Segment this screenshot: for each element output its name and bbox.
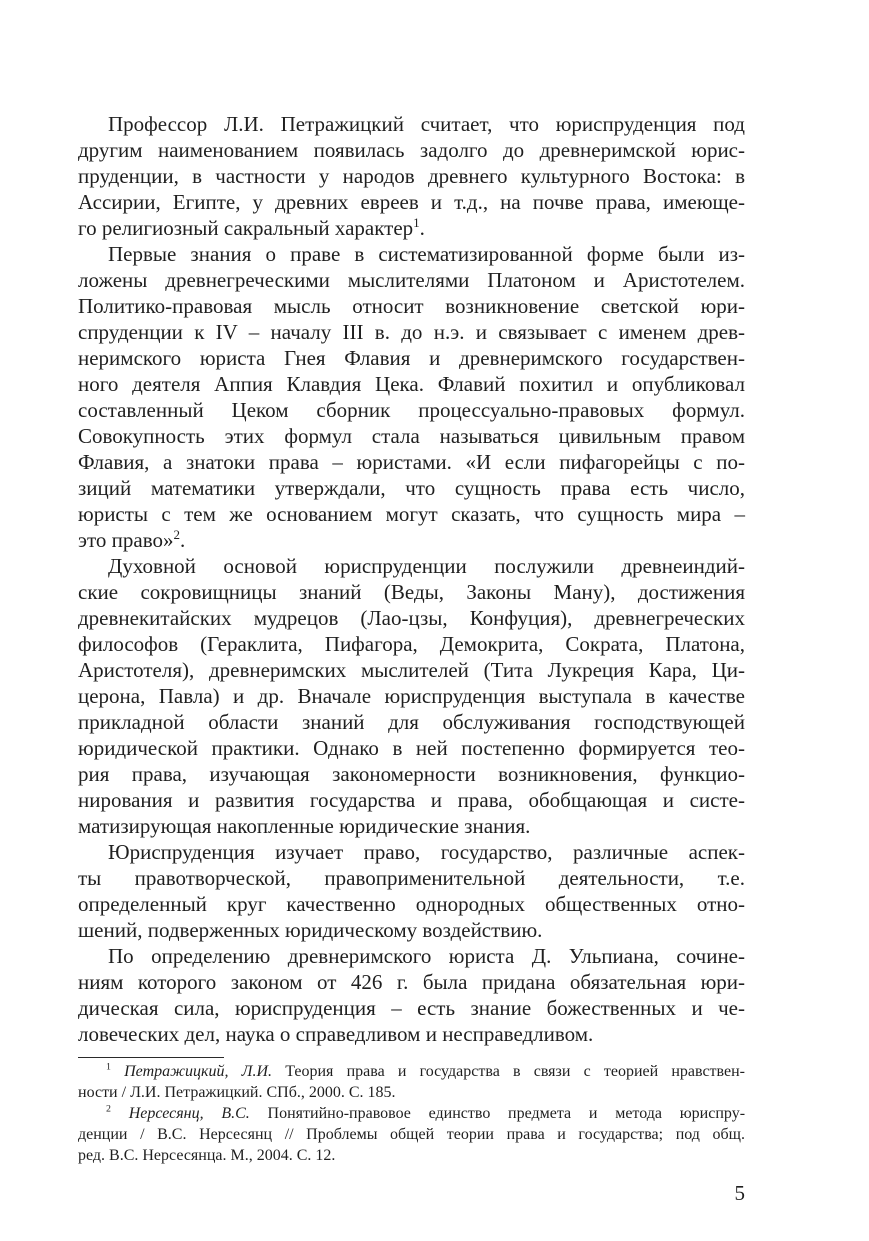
footnote-ref-1[interactable]: 1 [413, 215, 420, 230]
paragraph-2-line: ного деятеля Аппия Клавдия Цека. Флавий похитил и опубликовал [78, 372, 745, 396]
paragraph-3-line: матизирующая накопленные юридические знания. [78, 814, 531, 838]
page-number: 5 [734, 1181, 745, 1205]
paragraph-4-line: шений, подверженных юридическому воздействию. [78, 918, 543, 942]
paragraph-3-line: древнекитайских мудрецов (Лао-цзы, Конфуция), древнегреческих [78, 606, 745, 630]
footnote-separator [78, 1057, 224, 1058]
paragraph-3-line: Аристотеля), древнеримских мыслителей (Тита Лукреция Кара, Ци- [78, 658, 745, 682]
footnote-1-author: Петражицкий, Л.И. [124, 1063, 273, 1080]
paragraph-3-line: рия права, изучающая закономерности возникновения, функцио- [78, 762, 745, 786]
footnote-2-text: Понятийно-правовое единство предмета и метода юриспру- [249, 1105, 746, 1122]
footnote-2-line: денции / В.С. Нерсесянц // Проблемы общей теории права и государства; под общ. [78, 1126, 745, 1143]
paragraph-3-line: церона, Павла) и др. Вначале юриспруденция выступала в качестве [78, 684, 745, 708]
paragraph-2-line: юристы с тем же основанием могут сказать, что сущность мира – [78, 502, 745, 526]
paragraph-2-last-line [78, 527, 745, 553]
paragraph-4-line: ты правотворческой, правоприменительной деятельности, т.е. [78, 866, 745, 890]
footnote-2-author: Нерсесянц, В.С. [128, 1105, 250, 1122]
paragraph-2-line: зиций математики утверждали, что сущность права есть число, [78, 476, 745, 500]
sentence-period: . [419, 216, 425, 240]
paragraph-3-line: нирования и развития государства и права, обобщающая и систе- [78, 788, 745, 812]
paragraph-4-line: Юриспруденция изучает право, государство, различные аспек- [108, 840, 745, 864]
paragraph-2-line: составленный Цеком сборник процессуально-правовых формул. [78, 398, 745, 422]
paragraph-2-line: спруденции к IV – началу III в. до н.э. и связывает с именем древ- [78, 320, 745, 344]
footnote-ref-2[interactable]: 2 [173, 527, 181, 542]
paragraph-5-line: ловеческих дел, наука о справедливом и несправедливом. [78, 1022, 594, 1046]
paragraph-2-line: Совокупность этих формул стала называться цивильным правом [78, 424, 745, 448]
paragraph-1-line: Профессор Л.И. Петражицкий считает, что юриспруденция под [108, 112, 745, 136]
paragraph-3-line: прикладной области знаний для обслуживания господствующей [78, 710, 745, 734]
paragraph-1-line: Ассирии, Египте, у древних евреев и т.д., на почве права, имеюще- [78, 190, 745, 214]
paragraph-3-line: ские сокровищницы знаний (Веды, Законы Ману), достижения [78, 580, 745, 604]
footnote-2-line: ред. В.С. Нерсесянца. М., 2004. С. 12. [78, 1147, 336, 1164]
paragraph-2-line: Политико-правовая мысль относит возникновение светской юри- [78, 294, 745, 318]
paragraph-1-line: пруденции, в частности у народов древнего культурного Востока: в [78, 164, 745, 188]
footnote-1-text: Теория права и государства в связи с теорией нравствен- [272, 1063, 746, 1080]
paragraph-3-line: Духовной основой юриспруденции послужили древнеиндий- [108, 554, 745, 578]
paragraph-2-line: ложены древнегреческими мыслителями Платоном и Аристотелем. [78, 268, 745, 292]
paragraph-5-line: По определению древнеримского юриста Д. Ульпиана, сочине- [108, 944, 745, 968]
paragraph-3-line: философов (Гераклита, Пифагора, Демокрита, Сократа, Платона, [78, 632, 745, 656]
paragraph-5-line: дическая сила, юриспруденция – есть знание божественных и че- [78, 996, 745, 1020]
paragraph-4-line: определенный круг качественно однородных общественных отно- [78, 892, 745, 916]
paragraph-5-line: ниям которого законом от 426 г. была придана обязательная юри- [78, 970, 745, 994]
paragraph-2-line: Первые знания о праве в систематизированной форме были из- [108, 242, 745, 266]
footnote-1-number: 1 [106, 1061, 111, 1073]
footnote-1-line: ности / Л.И. Петражицкий. СПб., 2000. С. 185. [78, 1084, 396, 1101]
paragraph-1-line: другим наименованием появилась задолго до древнеримской юрис- [78, 138, 745, 162]
paragraph-2-line: неримского юриста Гнея Флавия и древнеримского государствен- [78, 346, 745, 370]
footnote-2-line [106, 1103, 745, 1124]
paragraph-1-line-text: го религиозный сакральный характер [78, 216, 414, 240]
footnote-1-line [106, 1061, 745, 1082]
paragraph-2-line: Флавия, а знатоки права – юристами. «И если пифагорейцы с по- [78, 450, 745, 474]
sentence-period: . [180, 528, 186, 552]
paragraph-2-line-text: это право» [78, 528, 174, 552]
footnote-2-number: 2 [106, 1103, 111, 1115]
paragraph-3-line: юридической практики. Однако в ней постепенно формируется тео- [78, 736, 745, 760]
paragraph-1-last-line [78, 215, 745, 241]
